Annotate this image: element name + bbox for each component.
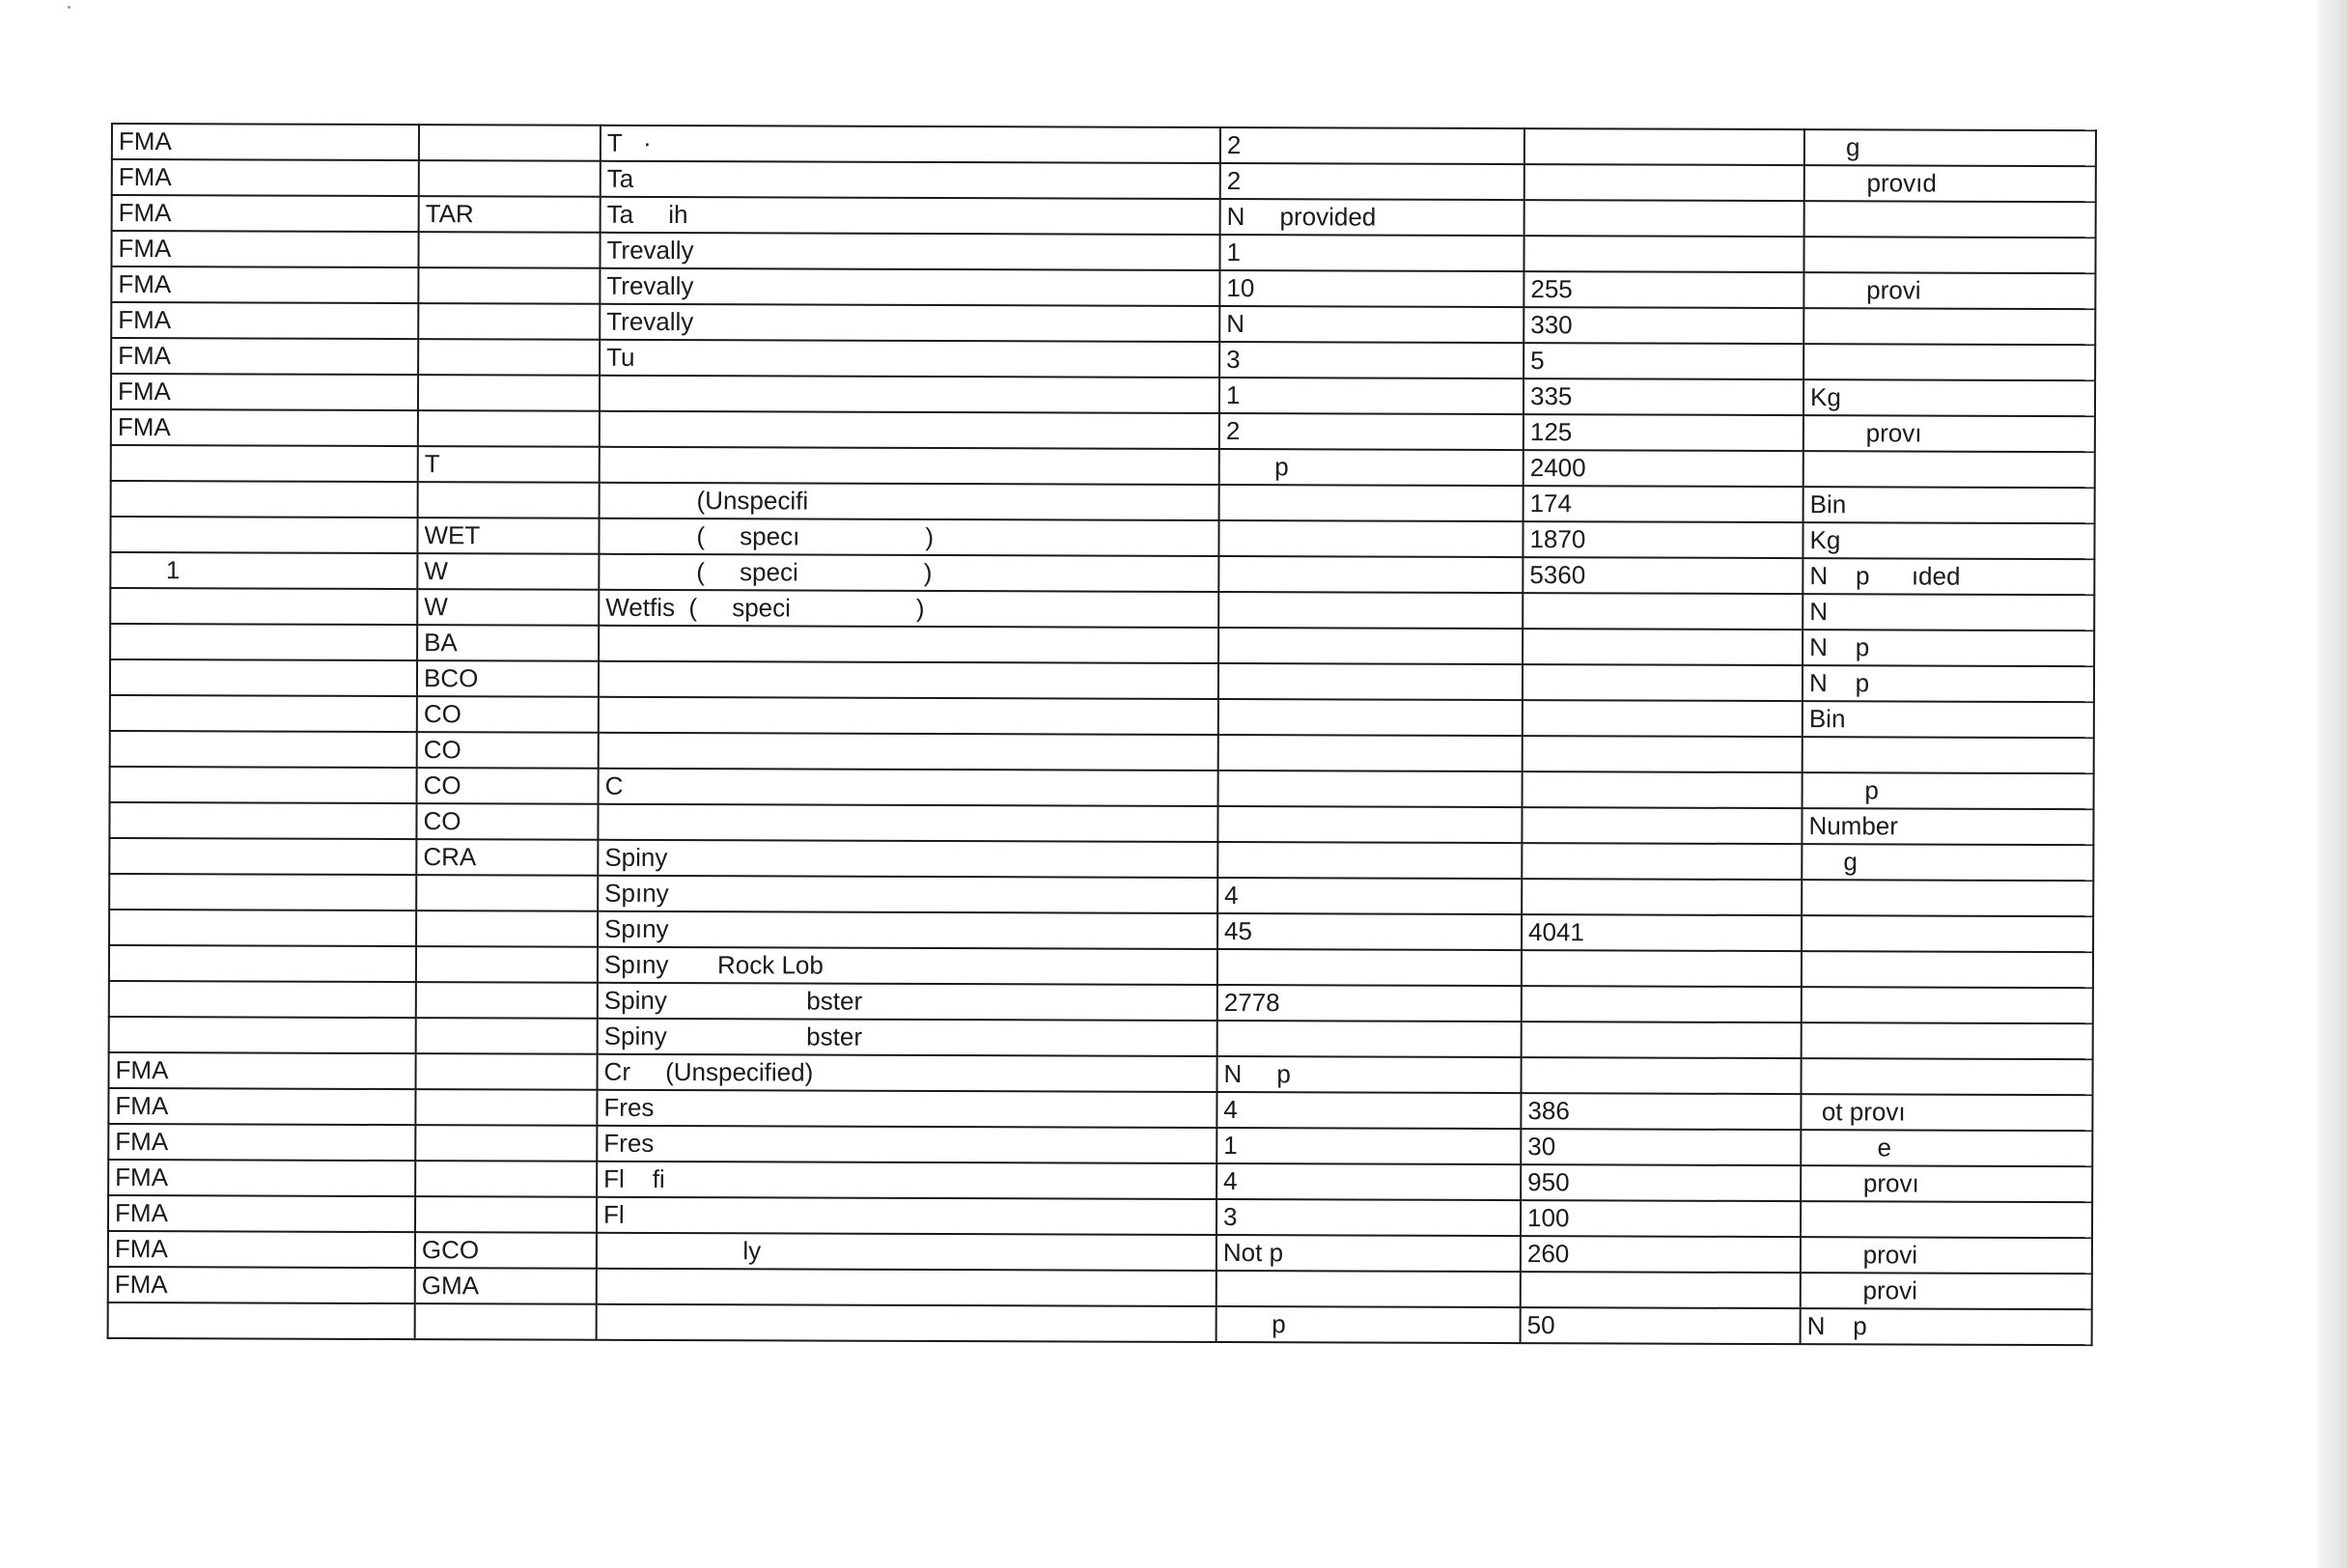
table-cell: W	[417, 553, 599, 590]
table-cell: 255	[1523, 271, 1803, 308]
table-cell: 1870	[1523, 521, 1803, 558]
table-cell: FMA	[111, 302, 418, 339]
table-cell	[110, 588, 417, 625]
table-cell: C	[599, 769, 1218, 806]
table-cell	[418, 482, 600, 518]
table-cell	[416, 1018, 598, 1054]
table-cell	[600, 411, 1219, 449]
table-cell: FMA	[108, 1231, 415, 1268]
table-cell: provıd	[1804, 165, 2096, 202]
table-cell	[418, 410, 600, 447]
table-cell	[1218, 770, 1523, 807]
table-cell	[1803, 308, 2095, 345]
table-cell: 125	[1523, 414, 1803, 451]
table-cell: CRA	[416, 839, 598, 876]
table-cell	[415, 1303, 597, 1340]
table-cell: Spiny bster	[598, 1019, 1217, 1056]
table-cell: FMA	[112, 124, 419, 160]
table-cell	[416, 875, 598, 911]
table-cell	[1801, 1201, 2092, 1238]
table-cell	[110, 767, 417, 803]
table-cell	[1522, 1057, 1802, 1094]
table-cell: N provided	[1220, 199, 1524, 236]
table-cell: FMA	[108, 1267, 415, 1303]
table-cell	[1217, 949, 1522, 986]
table-cell: BCO	[417, 660, 599, 697]
table-cell: FMA	[111, 266, 418, 303]
table-cell: ly	[597, 1233, 1216, 1271]
table-cell: Spıny	[598, 876, 1217, 913]
table-cell	[599, 733, 1218, 770]
table-cell: FMA	[111, 231, 418, 267]
table-cell: 10	[1219, 270, 1523, 307]
table-cell	[110, 659, 417, 696]
table-cell: 1	[110, 552, 417, 589]
table-cell	[599, 626, 1218, 663]
table-cell: T	[418, 446, 600, 483]
table-cell: FMA	[108, 1160, 415, 1196]
table-cell: 2	[1220, 163, 1524, 200]
table-cell	[1217, 806, 1522, 843]
table-cell: 1	[1216, 1128, 1521, 1164]
table-cell: Spiny	[598, 840, 1217, 878]
table-cell: ot provı	[1801, 1094, 2092, 1131]
table-cell	[109, 981, 416, 1018]
table-cell	[109, 910, 416, 946]
table-cell	[597, 1304, 1216, 1342]
table-cell	[1522, 950, 1802, 987]
table-cell: Fl fi	[597, 1162, 1216, 1199]
table-cell	[599, 661, 1218, 699]
table-cell: 5360	[1523, 557, 1803, 594]
table-cell: Spıny	[598, 911, 1217, 949]
table-cell	[418, 339, 600, 376]
table-cell	[1218, 520, 1523, 557]
table-cell: 4	[1217, 878, 1522, 914]
table-cell	[1803, 737, 2094, 773]
table-cell	[416, 1053, 598, 1090]
table-cell	[1522, 986, 1802, 1022]
table-cell: 260	[1521, 1236, 1801, 1273]
table-cell: Fres	[597, 1126, 1216, 1163]
table-cell	[1219, 485, 1523, 521]
table-cell	[1524, 164, 1804, 201]
table-cell	[1523, 700, 1803, 737]
table-cell: 1	[1219, 378, 1523, 414]
table-cell: Cr (Unspecified)	[598, 1054, 1217, 1092]
table-cell: g	[1804, 129, 2096, 166]
table-cell: BA	[417, 625, 599, 661]
table-cell	[416, 946, 598, 983]
table-cell: g	[1802, 844, 2093, 881]
table-cell: FMA	[111, 409, 418, 446]
table-cell: 2	[1219, 413, 1523, 450]
table-cell: ( speci )	[599, 554, 1218, 592]
table-cell: provi	[1801, 1273, 2092, 1309]
table-cell	[1216, 1271, 1521, 1307]
table-cell	[110, 731, 417, 768]
table-cell	[1523, 664, 1803, 701]
table-cell	[419, 160, 601, 197]
table-cell	[1803, 451, 2095, 488]
table-cell	[418, 232, 600, 268]
table-cell: 4041	[1522, 914, 1802, 951]
table-cell: p	[1216, 1306, 1521, 1343]
table-cell: 1	[1219, 235, 1523, 271]
table-cell	[1524, 128, 1804, 165]
table-cell: FMA	[108, 1124, 415, 1161]
table-cell: 335	[1523, 378, 1803, 415]
table-cell: TAR	[419, 196, 601, 233]
table-cell	[1802, 915, 2093, 952]
table-cell	[109, 874, 416, 910]
table-cell: GCO	[415, 1232, 597, 1269]
table-cell	[109, 838, 416, 875]
table-cell: provi	[1803, 272, 2095, 309]
table-cell	[110, 624, 417, 660]
table-cell: FMA	[111, 338, 418, 375]
table-cell: Kg	[1803, 379, 2095, 416]
table-cell	[1218, 592, 1523, 629]
table-cell: (Unspecifi	[600, 483, 1219, 520]
table-cell	[1523, 629, 1803, 665]
table-cell	[1523, 593, 1803, 630]
table-cell	[598, 804, 1217, 842]
table-cell	[1218, 628, 1523, 664]
table-cell	[1523, 771, 1803, 808]
table-cell	[110, 695, 417, 732]
table-cell: N p	[1803, 630, 2094, 666]
table-cell: 100	[1521, 1200, 1801, 1237]
table-cell	[415, 1089, 597, 1126]
table-cell	[600, 447, 1219, 485]
table-cell: 2	[1220, 127, 1524, 164]
scan-speck	[68, 6, 70, 9]
table-cell	[111, 481, 418, 518]
table-cell	[418, 303, 600, 340]
table-cell: Spiny bster	[598, 983, 1217, 1021]
table-cell: ( specı )	[599, 518, 1218, 556]
table-cell	[1803, 344, 2095, 380]
table-cell	[599, 697, 1218, 735]
table-cell: 4	[1216, 1163, 1521, 1200]
table-body	[108, 124, 2096, 1345]
table-cell: 30	[1521, 1129, 1801, 1165]
data-table	[107, 123, 2097, 1346]
table-cell	[418, 375, 600, 411]
table-cell: N p	[1801, 1308, 2092, 1345]
table-cell: 330	[1523, 307, 1803, 344]
table-cell	[1521, 1272, 1801, 1308]
table-cell: GMA	[415, 1268, 597, 1304]
table-cell: Trevally	[600, 268, 1219, 306]
table-cell: WET	[417, 518, 599, 554]
table-cell: Wetfis ( speci )	[599, 590, 1218, 628]
table-cell	[1217, 1021, 1522, 1057]
table-cell	[597, 1269, 1216, 1306]
table-cell	[1218, 556, 1523, 593]
table-cell: FMA	[108, 1195, 415, 1232]
table-cell: N p	[1803, 665, 2094, 702]
table-cell: e	[1801, 1130, 2092, 1166]
table-cell	[418, 267, 600, 304]
table-cell	[1522, 879, 1802, 915]
table-cell: provı	[1801, 1165, 2092, 1202]
table-cell: 5	[1523, 343, 1803, 379]
table-cell: 950	[1521, 1164, 1801, 1201]
table-cell	[1522, 1022, 1802, 1058]
table-cell	[1802, 951, 2093, 988]
table-cell	[416, 910, 598, 947]
table-cell	[415, 1125, 597, 1162]
table-cell	[1524, 200, 1804, 237]
table-cell	[109, 945, 416, 982]
table-cell	[1218, 663, 1523, 700]
table-cell: CO	[417, 696, 599, 733]
table-cell: Ta	[601, 161, 1220, 199]
table-cell: 4	[1216, 1092, 1521, 1129]
table-cell	[109, 1017, 416, 1053]
table-cell	[1804, 201, 2096, 238]
table-cell: 174	[1523, 486, 1803, 522]
table-cell: Bin	[1803, 701, 2094, 738]
table-cell: Spıny Rock Lob	[598, 947, 1217, 985]
table-cell: 45	[1217, 913, 1522, 950]
table-cell: Trevally	[600, 304, 1219, 342]
table-cell	[1218, 735, 1523, 771]
table-cell: p	[1219, 449, 1523, 486]
table-cell: p	[1803, 772, 2094, 809]
table-cell	[419, 125, 601, 161]
scan-page-edge	[2317, 0, 2348, 1568]
table-cell: Ta ih	[601, 197, 1220, 235]
table-cell: CO	[417, 732, 599, 769]
table-cell	[111, 445, 418, 482]
table-cell: N	[1219, 306, 1523, 343]
table-cell: 3	[1216, 1199, 1521, 1236]
table-cell: 386	[1521, 1093, 1801, 1130]
table-cell	[1523, 236, 1803, 272]
table-row	[108, 1302, 2092, 1345]
table-cell: Fres	[597, 1090, 1216, 1128]
table-cell	[1217, 842, 1522, 879]
table-cell	[600, 376, 1219, 413]
table-cell: Kg	[1803, 522, 2094, 559]
table-cell	[1523, 736, 1803, 772]
table-cell: provı	[1803, 415, 2095, 452]
table-cell: Number	[1802, 808, 2093, 845]
table-cell: Tu	[600, 340, 1219, 378]
table-cell: Not p	[1216, 1235, 1521, 1272]
table-cell	[109, 802, 416, 839]
table-cell: FMA	[112, 195, 419, 232]
table-cell: 50	[1521, 1307, 1801, 1344]
table-cell: FMA	[108, 1088, 415, 1125]
table-cell: 2400	[1523, 450, 1803, 487]
table-cell: 3	[1219, 342, 1523, 378]
table-cell: Bin	[1803, 487, 2095, 523]
table-cell	[1218, 699, 1523, 736]
table-cell	[1522, 843, 1802, 880]
table-cell	[1801, 1058, 2092, 1095]
table-cell: CO	[416, 803, 598, 840]
table-cell: FMA	[109, 1052, 416, 1089]
table-cell	[1522, 807, 1802, 844]
table-cell: W	[417, 589, 599, 626]
table-cell: provi	[1801, 1237, 2092, 1274]
table-cell: N p ıded	[1803, 558, 2094, 595]
table-cell	[415, 1161, 597, 1197]
table-cell: CO	[417, 768, 599, 804]
table-cell: FMA	[112, 159, 419, 196]
table-cell	[110, 517, 417, 553]
table-cell	[108, 1302, 415, 1339]
table-cell: FMA	[111, 374, 418, 410]
table-cell	[416, 982, 598, 1019]
table-cell: N p	[1217, 1056, 1522, 1093]
table-cell: Fl	[597, 1197, 1216, 1235]
table-cell	[1803, 237, 2095, 273]
table-cell: 2778	[1217, 985, 1522, 1022]
table-cell	[1802, 1022, 2093, 1059]
table-cell	[1802, 880, 2093, 916]
table-cell: N	[1803, 594, 2094, 630]
table-cell: T ·	[601, 126, 1220, 163]
table-cell	[415, 1196, 597, 1233]
table-cell	[1802, 987, 2093, 1023]
table-cell: Trevally	[600, 233, 1219, 270]
